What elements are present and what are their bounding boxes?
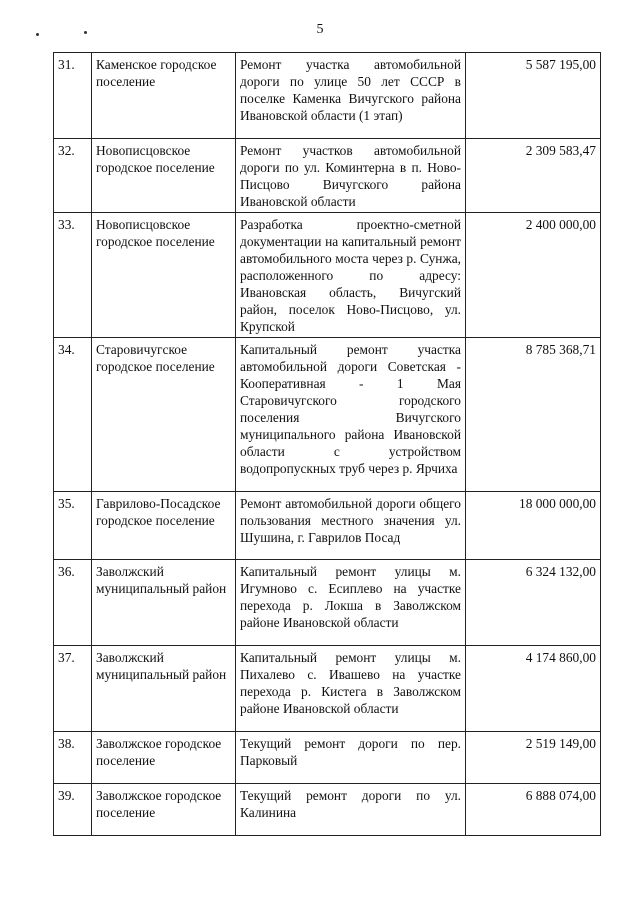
row-number: 37.	[54, 646, 92, 732]
work-description-cell: Ремонт участка автомобильной дороги по улице 50 лет СССР в поселке Каменка Вичугского района Ивановской области (1 этап)	[236, 53, 466, 139]
table-row	[54, 732, 601, 784]
municipality-cell: Каменское городское поселение	[92, 53, 236, 139]
row-number: 35.	[54, 492, 92, 560]
amount-cell: 2 400 000,00	[466, 213, 601, 338]
amount-cell: 6 324 132,00	[466, 560, 601, 646]
page-number: 5	[316, 22, 324, 37]
amount-cell: 2 519 149,00	[466, 732, 601, 784]
funding-table	[53, 52, 601, 836]
work-description-cell: Разработка проектно-сметной документации на капитальный ремонт автомобильного моста через р. Сунжа, расположенного по адресу: Ивановская область, Вичугский район, поселок Ново-Писцово, ул. Крупской	[236, 213, 466, 338]
table-row	[54, 139, 601, 213]
row-number: 33.	[54, 213, 92, 338]
work-description-cell: Ремонт участков автомобильной дороги по ул. Коминтерна в п. Ново-Писцово Вичугского района Ивановской области	[236, 139, 466, 213]
work-description-cell: Текущий ремонт дороги по ул. Калинина	[236, 784, 466, 836]
amount-cell: 18 000 000,00	[466, 492, 601, 560]
table-row	[54, 560, 601, 646]
work-description-cell: Капитальный ремонт участка автомобильной дороги Советская - Кооперативная - 1 Мая Старовичугского городского поселения Вичугского муниципального района Ивановской области с устройством водопропускных труб через р. Ярчиха	[236, 338, 466, 492]
row-number: 34.	[54, 338, 92, 492]
row-number: 31.	[54, 53, 92, 139]
table-row	[54, 213, 601, 338]
work-description-cell: Текущий ремонт дороги по пер. Парковый	[236, 732, 466, 784]
table-row	[54, 492, 601, 560]
work-description-cell: Капитальный ремонт улицы м. Пихалево с. Ивашево на участке перехода р. Кистега в Заволжском районе Ивановской области	[236, 646, 466, 732]
row-number: 32.	[54, 139, 92, 213]
municipality-cell: Заволжское городское поселение	[92, 784, 236, 836]
municipality-cell: Заволжский муниципальный район	[92, 646, 236, 732]
work-description-cell: Капитальный ремонт улицы м. Игумново с. Есиплево на участке перехода р. Локша в Заволжском районе Ивановской области	[236, 560, 466, 646]
row-number: 38.	[54, 732, 92, 784]
work-description-cell: Ремонт автомобильной дороги общего пользования местного значения ул. Шушина, г. Гаврилов Посад	[236, 492, 466, 560]
amount-cell: 4 174 860,00	[466, 646, 601, 732]
municipality-cell: Старовичугское городское поселение	[92, 338, 236, 492]
amount-cell: 2 309 583,47	[466, 139, 601, 213]
municipality-cell: Новописцовское городское поселение	[92, 213, 236, 338]
amount-cell: 8 785 368,71	[466, 338, 601, 492]
amount-cell: 5 587 195,00	[466, 53, 601, 139]
table-row	[54, 784, 601, 836]
municipality-cell: Новописцовское городское поселение	[92, 139, 236, 213]
table-row	[54, 646, 601, 732]
row-number: 39.	[54, 784, 92, 836]
municipality-cell: Гаврилово-Посадское городское поселение	[92, 492, 236, 560]
table-row	[54, 53, 601, 139]
table-row	[54, 338, 601, 492]
municipality-cell: Заволжское городское поселение	[92, 732, 236, 784]
municipality-cell: Заволжский муниципальный район	[92, 560, 236, 646]
amount-cell: 6 888 074,00	[466, 784, 601, 836]
row-number: 36.	[54, 560, 92, 646]
